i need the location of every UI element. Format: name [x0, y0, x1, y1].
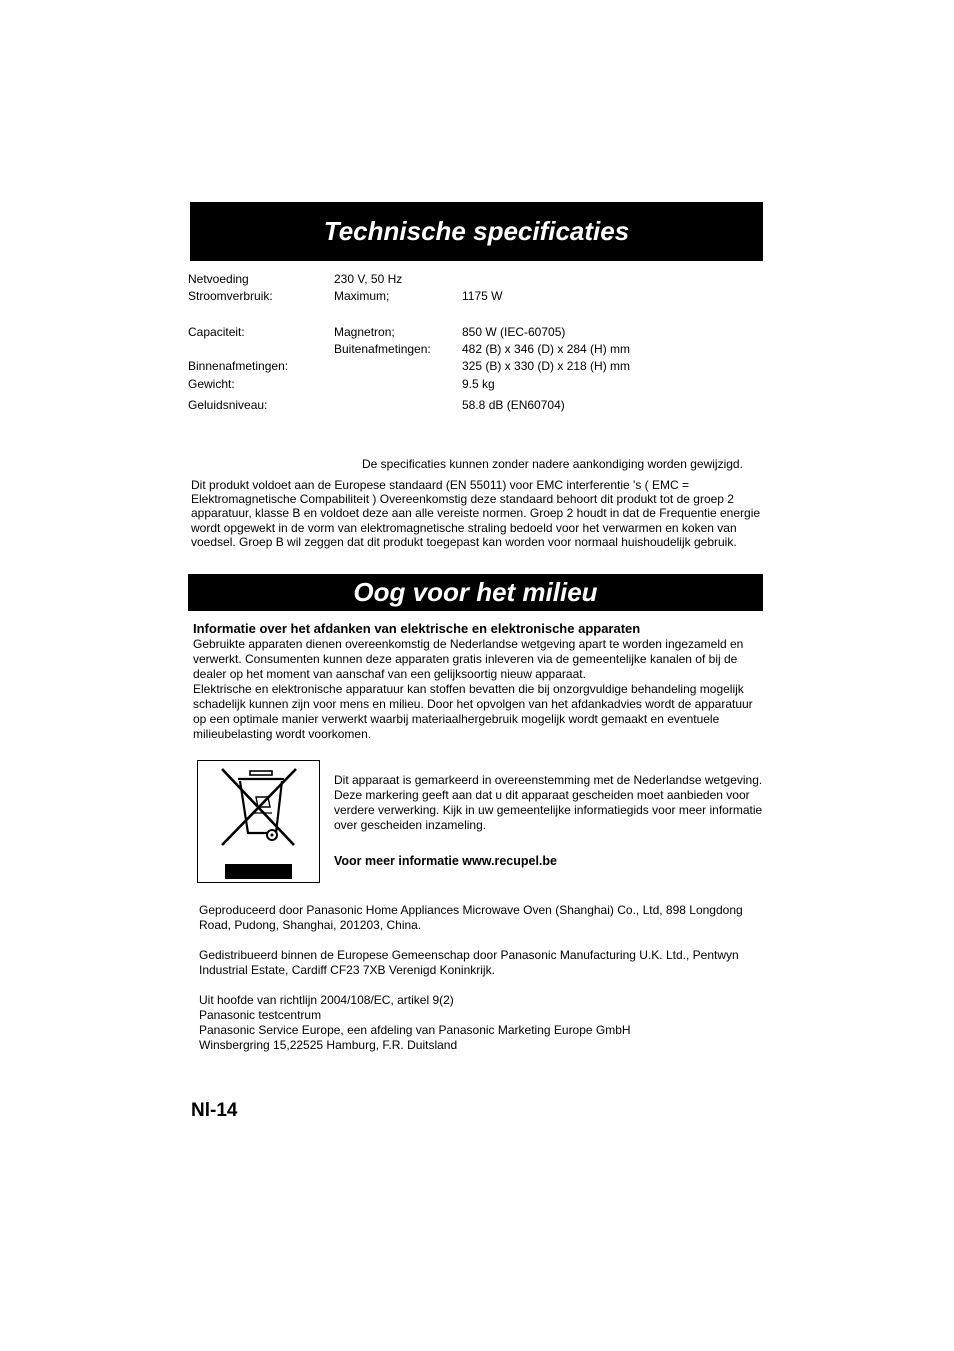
- spec-sub-buitenafmetingen: Buitenafmetingen:: [334, 342, 431, 356]
- spec-sub-maximum: Maximum;: [334, 289, 390, 303]
- section-title-technische-specificaties: [190, 202, 763, 261]
- directive-line: Panasonic Service Europe, een afdeling van Panasonic Marketing Europe GmbH: [199, 1023, 631, 1037]
- spec-value-gewicht: 9.5 kg: [462, 377, 495, 391]
- recupel-info: Voor meer informatie www.recupel.be: [334, 854, 557, 868]
- spec-value-binnenafmetingen: 325 (B) x 330 (D) x 218 (H) mm: [462, 359, 631, 373]
- distributor-address: Gedistribueerd binnen de Europese Gemeenschap door Panasonic Manufacturing U.K. Ltd., Pentwyn Industrial Estate, Cardiff CF23 7XB Verenigd Koninkrijk.: [199, 948, 739, 977]
- spec-label-stroomverbruik: Stroomverbruik:: [188, 289, 273, 303]
- section-title-text: Oog voor het milieu: [353, 577, 598, 607]
- spec-value-stroomverbruik: 1175 W: [462, 289, 503, 303]
- spec-label-capaciteit: Capaciteit:: [188, 325, 245, 339]
- directive-block: [199, 993, 774, 1053]
- directive-line: Winsbergring 15,22525 Hamburg, F.R. Duitsland: [199, 1038, 458, 1052]
- spec-value-buitenafmetingen: 482 (B) x 346 (D) x 284 (H) mm: [462, 342, 631, 356]
- weee-paragraph-2: Elektrische en elektronische apparatuur kan stoffen bevatten die bij onzorgvuldige behandeling mogelijk schadelijk kunnen zijn voor mens en milieu. Door het opvolgen van het afdankadvies wordt de apparatuur op een optimale manier verwerkt waarbij materiaalhergebruik mogelijk wordt gemaakt en eventuele milieubelasting wordt voorkomen.: [193, 682, 753, 741]
- emc-paragraph: Dit produkt voldoet aan de Europese standaard (EN 55011) voor EMC interferentie 's ( EMC = Elektromagnetische Compabiliteit ) Overeenkomstig deze standaard behoort dit produkt tot de groep 2 apparatuur, klasse B en voldoet deze aan alle vereiste normen. Groep 2 houdt in dat de Frequentie energie wordt opgewekt in de vorm van elektromagnetische straling bedoeld voor het verwarmen en koken van voedsel. Groep B wil zeggen dat dit produkt toegepast kan worden voor normaal huishoudelijk gebruik.: [191, 478, 761, 549]
- weee-symbol-box: [197, 760, 320, 883]
- spec-change-note: De specificaties kunnen zonder nadere aankondiging worden gewijzigd.: [362, 457, 743, 471]
- spec-value-geluidsniveau: 58.8 dB (EN60704): [462, 398, 565, 412]
- directive-line: Uit hoofde van richtlijn 2004/108/EC, artikel 9(2): [199, 993, 454, 1007]
- spec-sub-magnetron: Magnetron;: [334, 325, 395, 339]
- weee-body: [193, 637, 768, 742]
- spec-label-binnenafmetingen: Binnenafmetingen:: [188, 359, 289, 373]
- marking-paragraph: Dit apparaat is gemarkeerd in overeenstemming met de Nederlandse wetgeving. Deze markering geeft aan dat u dit apparaat gescheiden moet aanbieden voor verdere verwerking. Kijk in uw gemeentelijke informatiegids voor meer informatie over gescheiden inzameling.: [334, 773, 763, 832]
- directive-line: Panasonic testcentrum: [199, 1008, 322, 1022]
- spec-value-magnetron: 850 W (IEC-60705): [462, 325, 566, 339]
- spec-value-netvoeding: 230 V, 50 Hz: [334, 272, 403, 286]
- spec-label-geluidsniveau: Geluidsniveau:: [188, 398, 268, 412]
- weee-paragraph-1: Gebruikte apparaten dienen overeenkomstig de Nederlandse wetgeving apart te worden ingezameld en verwerkt. Consumenten kunnen deze apparaten gratis inleveren via de gemeentelijke kanalen of bij de dealer op het moment van aanschaf van een gelijksoortig nieuw apparaat.: [193, 637, 744, 681]
- weee-heading: Informatie over het afdanken van elektrische en elektronische apparaten: [193, 621, 641, 636]
- spec-label-gewicht: Gewicht:: [188, 377, 235, 391]
- crossed-out-wheelie-bin-icon: [198, 761, 321, 884]
- producer-address: Geproduceerd door Panasonic Home Appliances Microwave Oven (Shanghai) Co., Ltd, 898 Longdong Road, Pudong, Shanghai, 201203, China.: [199, 903, 743, 932]
- section-title-oog-voor-het-milieu: [188, 574, 763, 611]
- spec-label-netvoeding: Netvoeding: [188, 272, 249, 286]
- section-title-text: Technische specificaties: [323, 216, 630, 246]
- page-number: Nl-14: [191, 1100, 238, 1121]
